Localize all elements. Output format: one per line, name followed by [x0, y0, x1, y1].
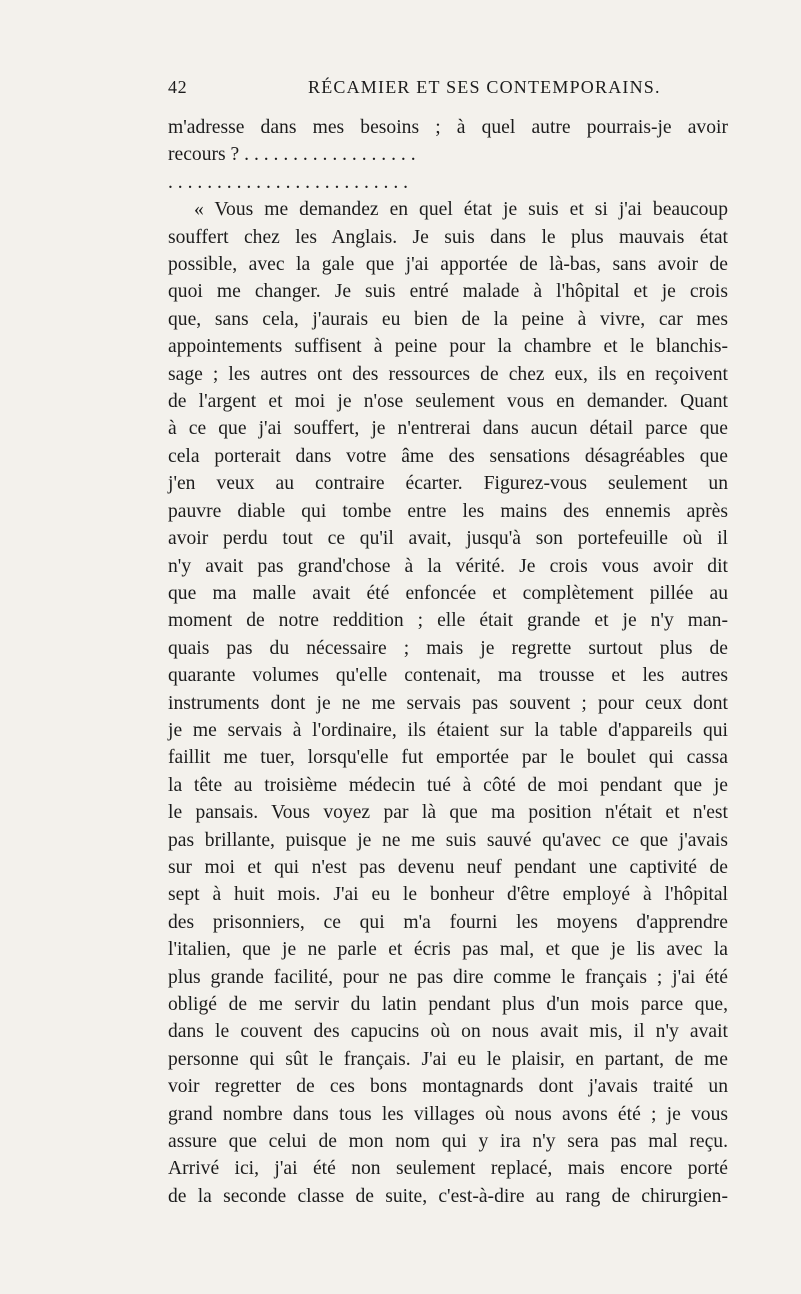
- text-line: que ma malle avait été enfoncée et complètement pillée au: [168, 582, 728, 604]
- text-line: avoir perdu tout ce qu'il avait, jusqu'à son portefeuille où il: [168, 528, 728, 550]
- text-line: pauvre diable qui tombe entre les mains des ennemis après: [168, 500, 728, 522]
- text-line: « Vous me demandez en quel état je suis et si j'ai beaucoup: [194, 199, 728, 221]
- text-line: voir regretter de ces bons montagnards dont j'avais traité un: [168, 1076, 728, 1098]
- text-line: m'adresse dans mes besoins ; à quel autre pourrais-je avoir: [168, 117, 728, 138]
- text-line: de la seconde classe de suite, c'est-à-dire au rang de chirurgien-: [168, 1185, 728, 1207]
- text-line: le pansais. Vous voyez par là que ma position n'était et n'est: [168, 802, 728, 824]
- text-line: recours ? . . . . . . . . . . . . . . . . . .: [168, 144, 416, 166]
- text-line: n'y avait pas grand'chose à la vérité. Je crois vous avoir dit: [168, 555, 728, 577]
- page-number: 42: [168, 77, 188, 97]
- text-line: grand nombre dans tous les villages où nous avons été ; je vous: [168, 1103, 728, 1125]
- text-line: de l'argent et moi je n'ose seulement vous en demander. Quant: [168, 391, 728, 413]
- text-line: sage ; les autres ont des ressources de chez eux, ils en reçoivent: [168, 363, 728, 385]
- text-line: Arrivé ici, j'ai été non seulement replacé, mais encore porté: [168, 1158, 728, 1180]
- text-line: possible, avec la gale que j'ai apportée de là-bas, sans avoir de: [168, 254, 728, 276]
- text-line: l'italien, que je ne parle et écris pas mal, et que je lis avec la: [168, 939, 728, 961]
- header-title: RÉCAMIER ET SES CONTEMPORAINS.: [308, 77, 661, 97]
- text-line: à ce que j'ai souffert, je n'entrerai dans aucun détail parce que: [168, 418, 728, 440]
- text-line: cela porterait dans votre âme des sensations désagréables que: [168, 445, 728, 467]
- text-line: dans le couvent des capucins où on nous avait mis, il n'y avait: [168, 1021, 728, 1043]
- text-line: sept à huit mois. J'ai eu le bonheur d'être employé à l'hôpital: [168, 884, 728, 906]
- text-line: quarante volumes qu'elle contenait, ma trousse et les autres: [168, 665, 728, 687]
- text-line: que, sans cela, j'aurais eu bien de la peine à vivre, car mes: [168, 308, 728, 330]
- body-text: [168, 114, 728, 1210]
- text-line: pas brillante, puisque je ne me suis sauvé qu'avec ce que j'avais: [168, 829, 728, 851]
- text-line: personne qui sût le français. J'ai eu le plaisir, en partant, de me: [168, 1048, 728, 1070]
- text-line: quoi me changer. Je suis entré malade à l'hôpital et je crois: [168, 281, 728, 303]
- dotted-ellipsis-line: . . . . . . . . . . . . . . . . . . . . . . . . .: [168, 171, 409, 193]
- text-line: obligé de me servir du latin pendant plus d'un mois parce que,: [168, 994, 728, 1015]
- text-line: faillit me tuer, lorsqu'elle fut emportée par le boulet qui cassa: [168, 747, 728, 769]
- text-line: j'en veux au contraire écarter. Figurez-vous seulement un: [168, 473, 728, 495]
- text-line: sur moi et qui n'est pas devenu neuf pendant une captivité de: [168, 856, 728, 878]
- text-line: des prisonniers, ce qui m'a fourni les moyens d'apprendre: [168, 911, 728, 933]
- text-line: assure que celui de mon nom qui y ira n'y sera pas mal reçu.: [168, 1131, 728, 1153]
- text-line: souffert chez les Anglais. Je suis dans le plus mauvais état: [168, 226, 728, 248]
- text-line: quais pas du nécessaire ; mais je regrette surtout plus de: [168, 637, 728, 659]
- text-line: instruments dont je ne me servais pas souvent ; pour ceux dont: [168, 692, 728, 714]
- text-line: la tête au troisième médecin tué à côté de moi pendant que je: [168, 774, 728, 796]
- text-line: plus grande facilité, pour ne pas dire comme le français ; j'ai été: [168, 966, 728, 988]
- text-line: appointements suffisent à peine pour la chambre et le blanchis-: [168, 336, 728, 358]
- text-line: moment de notre reddition ; elle était grande et je n'y man-: [168, 610, 728, 632]
- running-header: [168, 77, 728, 99]
- text-line: je me servais à l'ordinaire, ils étaient sur la table d'appareils qui: [168, 719, 728, 741]
